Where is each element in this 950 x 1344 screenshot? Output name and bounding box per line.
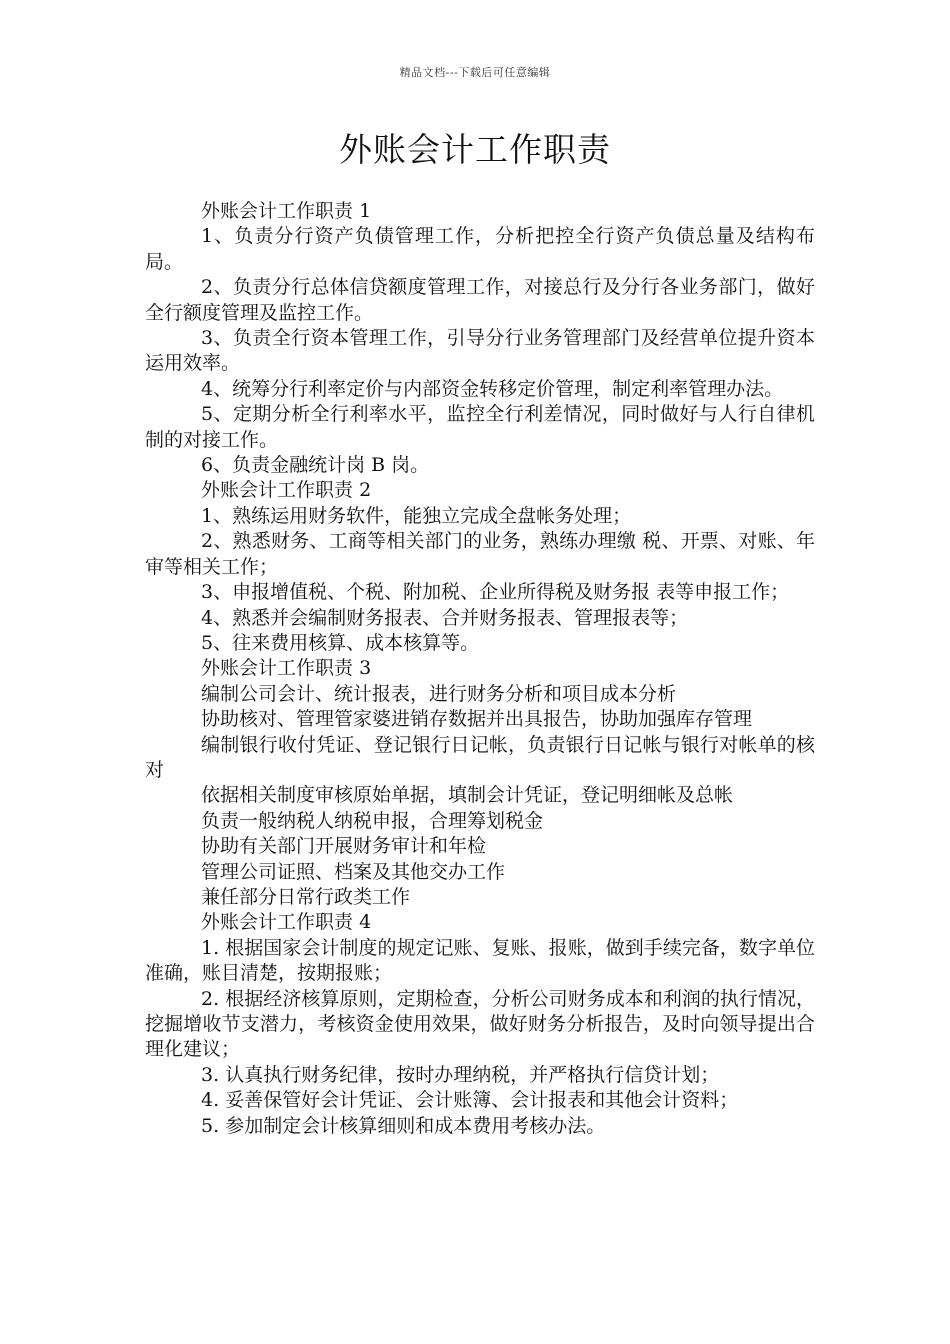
paragraph: 协助有关部门开展财务审计和年检 — [201, 835, 487, 858]
paragraph: 3. 认真执行财务纪律，按时办理纳税，并严格执行信贷计划； — [201, 1063, 720, 1086]
paragraph: 2、负责分行总体信贷额度管理工作，对接总行及分行各业务部门，做好全行额度管理及监控工作。 — [145, 276, 815, 324]
paragraph: 4. 妥善保管好会计凭证、会计账簿、会计报表和其他会计资料； — [201, 1089, 739, 1112]
paragraph: 3、负责全行资本管理工作，引导分行业务管理部门及经营单位提升资本运用效率。 — [145, 327, 815, 375]
section-heading-4: 外账会计工作职责 4 — [201, 911, 372, 934]
document-body — [145, 199, 815, 1139]
paragraph: 3、申报增值税、个税、附加税、企业所得税及财务报 表等申报工作； — [201, 581, 790, 604]
paragraph: 4、熟悉并会编制财务报表、合并财务报表、管理报表等； — [201, 606, 689, 629]
section-heading-1: 外账会计工作职责 1 — [201, 200, 372, 222]
paragraph: 1、负责分行资产负债管理工作，分析把控全行资产负债总量及结构布局。 — [145, 225, 815, 273]
paragraph: 依据相关制度审核原始单据，填制会计凭证，登记明细帐及总帐 — [201, 784, 734, 807]
paragraph: 4、统筹分行利率定价与内部资金转移定价管理，制定利率管理办法。 — [201, 377, 784, 400]
paragraph: 1、熟练运用财务软件，能独立完成全盘帐务处理； — [201, 504, 632, 527]
paragraph: 5、定期分析全行利率水平，监控全行利差情况，同时做好与人行自律机制的对接工作。 — [145, 403, 815, 451]
paragraph: 5、往来费用核算、成本核算等。 — [201, 631, 480, 654]
section-heading-3: 外账会计工作职责 3 — [201, 657, 372, 680]
paragraph: 编制公司会计、统计报表，进行财务分析和项目成本分析 — [201, 682, 677, 705]
paragraph: 6、负责金融统计岗 B 岗。 — [201, 454, 430, 477]
paragraph: 编制银行收付凭证、登记银行日记帐，负责银行日记帐与银行对帐单的核对 — [145, 733, 815, 781]
paragraph: 负责一般纳税人纳税申报，合理筹划税金 — [201, 809, 544, 832]
paragraph: 协助核对、管理管家婆进销存数据并出具报告，协助加强库存管理 — [201, 708, 753, 731]
paragraph: 5. 参加制定会计核算细则和成本费用考核办法。 — [201, 1114, 606, 1137]
document-title: 外账会计工作职责 — [339, 130, 611, 169]
paragraph: 兼任部分日常行政类工作 — [201, 885, 411, 908]
paragraph: 1. 根据国家会计制度的规定记账、复账、报账，做到手续完备，数字单位准确，账目清楚，按期报账； — [145, 936, 815, 985]
page-header-note: 精品文档---下载后可任意编辑 — [399, 66, 551, 79]
section-heading-2: 外账会计工作职责 2 — [201, 479, 372, 502]
paragraph: 2. 根据经济核算原则，定期检查，分析公司财务成本和利润的执行情况，挖掘增收节支潜力，考核资金使用效果，做好财务分析报告，及时向领导提出合理化建议； — [145, 987, 815, 1061]
paragraph: 管理公司证照、档案及其他交办工作 — [201, 860, 506, 883]
paragraph: 2、熟悉财务、工商等相关部门的业务，熟练办理缴 税、开票、对账、年审等相关工作； — [145, 530, 815, 578]
